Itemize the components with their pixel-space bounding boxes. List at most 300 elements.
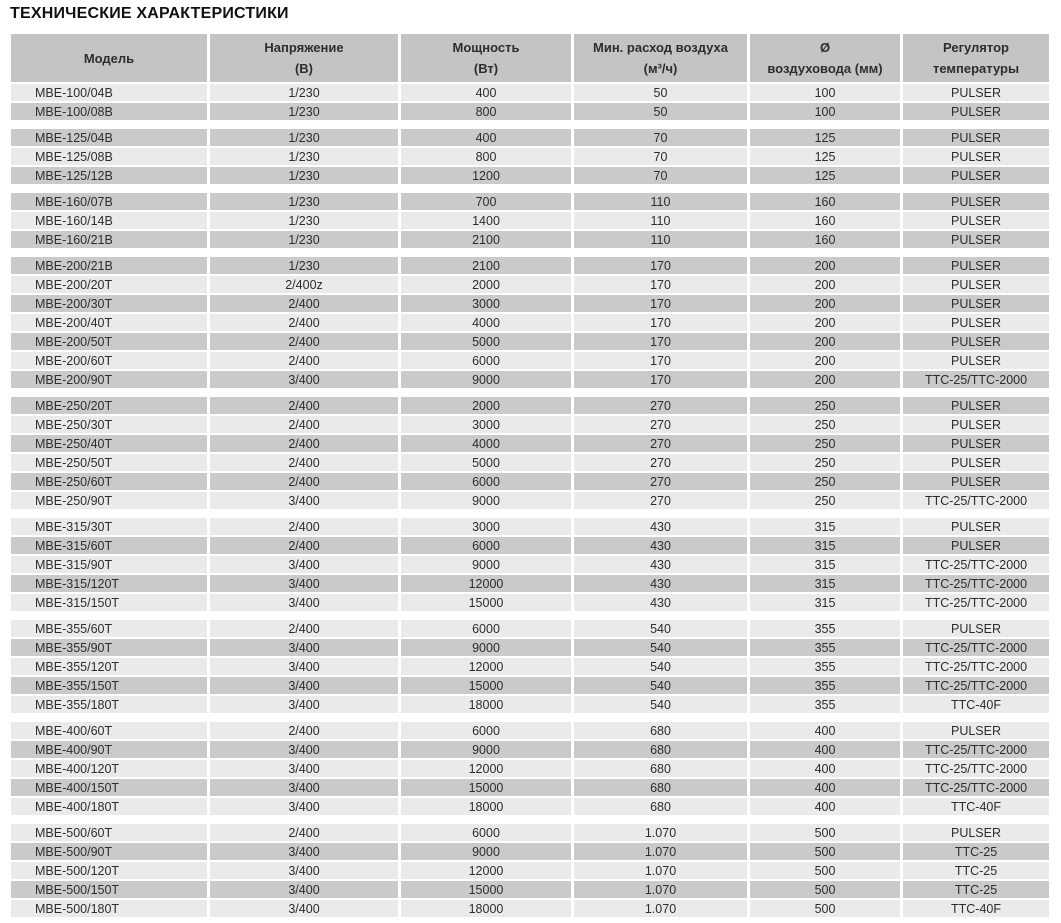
header-row: [11, 34, 1049, 82]
group-separator: [11, 715, 1049, 720]
cell-power: 1400: [401, 212, 571, 229]
column-header-power: [401, 34, 571, 82]
cell-model: MBE-400/90T: [11, 741, 207, 758]
cell-model: MBE-400/150T: [11, 779, 207, 796]
table-row: [11, 843, 1049, 860]
cell-power: 6000: [401, 537, 571, 554]
table-row: [11, 900, 1049, 917]
cell-diameter: 250: [750, 473, 900, 490]
cell-model: MBE-250/20T: [11, 397, 207, 414]
group-separator-cell: [11, 186, 1049, 191]
cell-regulator: TTC-25/TTC-2000: [903, 575, 1049, 592]
cell-voltage: 3/400: [210, 371, 398, 388]
cell-diameter: 200: [750, 276, 900, 293]
cell-regulator: TTC-25/TTC-2000: [903, 371, 1049, 388]
cell-power: 2100: [401, 231, 571, 248]
cell-power: 18000: [401, 696, 571, 713]
cell-diameter: 315: [750, 594, 900, 611]
cell-regulator: PULSER: [903, 824, 1049, 841]
cell-diameter: 200: [750, 352, 900, 369]
table-row: [11, 212, 1049, 229]
cell-diameter: 355: [750, 696, 900, 713]
cell-diameter: 100: [750, 84, 900, 101]
cell-airflow: 270: [574, 397, 747, 414]
cell-voltage: 2/400z: [210, 276, 398, 293]
cell-regulator: PULSER: [903, 148, 1049, 165]
cell-airflow: 70: [574, 167, 747, 184]
cell-voltage: 3/400: [210, 677, 398, 694]
cell-airflow: 430: [574, 556, 747, 573]
cell-voltage: 1/230: [210, 148, 398, 165]
cell-regulator: PULSER: [903, 620, 1049, 637]
column-header-line: Регулятор: [943, 40, 1009, 55]
cell-model: MBE-315/150T: [11, 594, 207, 611]
table-row: [11, 257, 1049, 274]
cell-model: MBE-200/20T: [11, 276, 207, 293]
table-row: [11, 779, 1049, 796]
cell-airflow: 170: [574, 333, 747, 350]
cell-power: 2000: [401, 276, 571, 293]
cell-model: MBE-400/60T: [11, 722, 207, 739]
cell-diameter: 315: [750, 518, 900, 535]
cell-airflow: 680: [574, 779, 747, 796]
cell-diameter: 500: [750, 881, 900, 898]
table-row: [11, 639, 1049, 656]
cell-airflow: 170: [574, 371, 747, 388]
table-row: [11, 575, 1049, 592]
cell-model: MBE-200/40T: [11, 314, 207, 331]
table-row: [11, 397, 1049, 414]
cell-power: 3000: [401, 518, 571, 535]
cell-airflow: 270: [574, 473, 747, 490]
cell-diameter: 160: [750, 193, 900, 210]
group-separator: [11, 511, 1049, 516]
table-row: [11, 193, 1049, 210]
cell-regulator: TTC-25: [903, 881, 1049, 898]
cell-power: 700: [401, 193, 571, 210]
cell-model: MBE-250/90T: [11, 492, 207, 509]
cell-model: MBE-125/12B: [11, 167, 207, 184]
cell-model: MBE-250/40T: [11, 435, 207, 452]
cell-regulator: PULSER: [903, 352, 1049, 369]
cell-diameter: 355: [750, 658, 900, 675]
cell-regulator: PULSER: [903, 537, 1049, 554]
table-row: [11, 276, 1049, 293]
cell-power: 6000: [401, 722, 571, 739]
cell-diameter: 100: [750, 103, 900, 120]
cell-voltage: 3/400: [210, 658, 398, 675]
cell-diameter: 200: [750, 257, 900, 274]
cell-airflow: 170: [574, 352, 747, 369]
column-header-line: Напряжение: [264, 40, 344, 55]
cell-airflow: 110: [574, 193, 747, 210]
cell-airflow: 1.070: [574, 900, 747, 917]
cell-model: MBE-500/60T: [11, 824, 207, 841]
cell-voltage: 2/400: [210, 620, 398, 637]
cell-model: MBE-315/30T: [11, 518, 207, 535]
cell-diameter: 200: [750, 371, 900, 388]
cell-regulator: PULSER: [903, 518, 1049, 535]
column-header-line: температуры: [932, 61, 1020, 76]
cell-airflow: 430: [574, 518, 747, 535]
cell-voltage: 2/400: [210, 454, 398, 471]
cell-regulator: TTC-25/TTC-2000: [903, 677, 1049, 694]
cell-power: 2000: [401, 397, 571, 414]
cell-regulator: TTC-25/TTC-2000: [903, 556, 1049, 573]
column-header-line: Модель: [83, 50, 135, 66]
column-header-line: (Вт): [473, 61, 499, 76]
cell-voltage: 3/400: [210, 575, 398, 592]
cell-regulator: PULSER: [903, 473, 1049, 490]
cell-airflow: 110: [574, 212, 747, 229]
cell-diameter: 500: [750, 843, 900, 860]
cell-voltage: 2/400: [210, 295, 398, 312]
cell-voltage: 3/400: [210, 696, 398, 713]
cell-model: MBE-315/60T: [11, 537, 207, 554]
cell-diameter: 200: [750, 314, 900, 331]
cell-voltage: 3/400: [210, 492, 398, 509]
cell-power: 12000: [401, 760, 571, 777]
cell-model: MBE-200/90T: [11, 371, 207, 388]
cell-power: 9000: [401, 492, 571, 509]
cell-power: 15000: [401, 881, 571, 898]
cell-voltage: 2/400: [210, 473, 398, 490]
cell-model: MBE-250/50T: [11, 454, 207, 471]
cell-model: MBE-355/180T: [11, 696, 207, 713]
table-header: [11, 34, 1049, 82]
cell-voltage: 2/400: [210, 518, 398, 535]
cell-power: 6000: [401, 824, 571, 841]
table-row: [11, 492, 1049, 509]
cell-model: MBE-500/120T: [11, 862, 207, 879]
cell-power: 12000: [401, 862, 571, 879]
table-row: [11, 881, 1049, 898]
cell-voltage: 1/230: [210, 212, 398, 229]
cell-airflow: 170: [574, 276, 747, 293]
cell-regulator: PULSER: [903, 295, 1049, 312]
cell-voltage: 2/400: [210, 416, 398, 433]
cell-voltage: 1/230: [210, 103, 398, 120]
cell-regulator: TTC-25/TTC-2000: [903, 760, 1049, 777]
cell-regulator: TTC-40F: [903, 798, 1049, 815]
cell-regulator: PULSER: [903, 397, 1049, 414]
cell-voltage: 3/400: [210, 843, 398, 860]
group-separator-cell: [11, 122, 1049, 127]
column-header-diameter: [750, 34, 900, 82]
group-separator-cell: [11, 390, 1049, 395]
cell-airflow: 270: [574, 416, 747, 433]
cell-model: MBE-160/21B: [11, 231, 207, 248]
group-separator-cell: [11, 613, 1049, 618]
cell-voltage: 3/400: [210, 779, 398, 796]
cell-voltage: 1/230: [210, 193, 398, 210]
cell-regulator: TTC-25/TTC-2000: [903, 492, 1049, 509]
table-row: [11, 148, 1049, 165]
cell-power: 6000: [401, 620, 571, 637]
cell-diameter: 400: [750, 779, 900, 796]
cell-regulator: PULSER: [903, 333, 1049, 350]
table-row: [11, 314, 1049, 331]
cell-diameter: 160: [750, 212, 900, 229]
cell-voltage: 3/400: [210, 798, 398, 815]
cell-regulator: PULSER: [903, 416, 1049, 433]
cell-airflow: 680: [574, 722, 747, 739]
cell-model: MBE-315/90T: [11, 556, 207, 573]
cell-model: MBE-400/120T: [11, 760, 207, 777]
cell-voltage: 3/400: [210, 760, 398, 777]
cell-voltage: 2/400: [210, 397, 398, 414]
cell-diameter: 125: [750, 129, 900, 146]
cell-voltage: 3/400: [210, 594, 398, 611]
group-separator: [11, 817, 1049, 822]
table-row: [11, 824, 1049, 841]
cell-airflow: 270: [574, 492, 747, 509]
cell-model: MBE-100/08B: [11, 103, 207, 120]
table-row: [11, 295, 1049, 312]
cell-voltage: 1/230: [210, 129, 398, 146]
cell-diameter: 500: [750, 900, 900, 917]
cell-power: 800: [401, 103, 571, 120]
table-row: [11, 620, 1049, 637]
cell-voltage: 2/400: [210, 333, 398, 350]
cell-power: 9000: [401, 639, 571, 656]
cell-diameter: 400: [750, 741, 900, 758]
table-row: [11, 333, 1049, 350]
cell-diameter: 355: [750, 620, 900, 637]
cell-regulator: PULSER: [903, 212, 1049, 229]
cell-airflow: 430: [574, 537, 747, 554]
cell-diameter: 200: [750, 333, 900, 350]
cell-model: MBE-315/120T: [11, 575, 207, 592]
cell-regulator: TTC-40F: [903, 696, 1049, 713]
cell-model: MBE-250/30T: [11, 416, 207, 433]
cell-model: MBE-100/04B: [11, 84, 207, 101]
cell-model: MBE-500/180T: [11, 900, 207, 917]
cell-model: MBE-200/30T: [11, 295, 207, 312]
cell-power: 4000: [401, 314, 571, 331]
cell-airflow: 1.070: [574, 862, 747, 879]
cell-regulator: PULSER: [903, 435, 1049, 452]
cell-voltage: 2/400: [210, 435, 398, 452]
group-separator: [11, 186, 1049, 191]
cell-airflow: 680: [574, 798, 747, 815]
cell-diameter: 160: [750, 231, 900, 248]
cell-voltage: 3/400: [210, 556, 398, 573]
cell-model: MBE-355/120T: [11, 658, 207, 675]
cell-diameter: 315: [750, 556, 900, 573]
cell-regulator: TTC-25/TTC-2000: [903, 658, 1049, 675]
column-header-regulator: [903, 34, 1049, 82]
cell-voltage: 1/230: [210, 84, 398, 101]
cell-model: MBE-400/180T: [11, 798, 207, 815]
cell-power: 6000: [401, 473, 571, 490]
cell-voltage: 3/400: [210, 881, 398, 898]
cell-model: MBE-355/150T: [11, 677, 207, 694]
cell-airflow: 680: [574, 760, 747, 777]
column-header-line: Мин. расход воздуха: [593, 40, 728, 55]
cell-model: MBE-500/150T: [11, 881, 207, 898]
cell-diameter: 400: [750, 798, 900, 815]
table-row: [11, 231, 1049, 248]
column-header-voltage: [210, 34, 398, 82]
specs-table: [8, 32, 1052, 919]
table-row: [11, 435, 1049, 452]
cell-model: MBE-500/90T: [11, 843, 207, 860]
cell-power: 1200: [401, 167, 571, 184]
cell-voltage: 3/400: [210, 862, 398, 879]
cell-airflow: 50: [574, 84, 747, 101]
table-row: [11, 677, 1049, 694]
cell-regulator: TTC-40F: [903, 900, 1049, 917]
cell-voltage: 2/400: [210, 824, 398, 841]
cell-airflow: 1.070: [574, 843, 747, 860]
cell-diameter: 500: [750, 824, 900, 841]
table-row: [11, 741, 1049, 758]
cell-airflow: 540: [574, 620, 747, 637]
group-separator: [11, 250, 1049, 255]
cell-voltage: 1/230: [210, 257, 398, 274]
column-header-line: Ø: [819, 40, 831, 55]
cell-diameter: 250: [750, 435, 900, 452]
cell-diameter: 125: [750, 167, 900, 184]
cell-model: MBE-200/60T: [11, 352, 207, 369]
table-row: [11, 416, 1049, 433]
cell-diameter: 250: [750, 454, 900, 471]
cell-power: 12000: [401, 575, 571, 592]
cell-model: MBE-125/04B: [11, 129, 207, 146]
cell-regulator: PULSER: [903, 193, 1049, 210]
cell-power: 9000: [401, 741, 571, 758]
cell-diameter: 400: [750, 760, 900, 777]
table-row: [11, 103, 1049, 120]
column-header-line: Мощность: [452, 40, 520, 55]
cell-regulator: PULSER: [903, 276, 1049, 293]
table-row: [11, 454, 1049, 471]
table-row: [11, 167, 1049, 184]
table-row: [11, 537, 1049, 554]
table-row: [11, 658, 1049, 675]
cell-power: 12000: [401, 658, 571, 675]
table-row: [11, 862, 1049, 879]
column-header-line: (В): [294, 61, 314, 76]
cell-airflow: 170: [574, 295, 747, 312]
cell-airflow: 430: [574, 575, 747, 592]
page-title: ТЕХНИЧЕСКИЕ ХАРАКТЕРИСТИКИ: [10, 5, 289, 22]
cell-regulator: PULSER: [903, 84, 1049, 101]
group-separator-cell: [11, 250, 1049, 255]
cell-model: MBE-125/08B: [11, 148, 207, 165]
cell-regulator: PULSER: [903, 231, 1049, 248]
group-separator: [11, 122, 1049, 127]
cell-voltage: 1/230: [210, 231, 398, 248]
group-separator-cell: [11, 715, 1049, 720]
group-separator-cell: [11, 817, 1049, 822]
cell-diameter: 250: [750, 416, 900, 433]
cell-regulator: TTC-25: [903, 843, 1049, 860]
cell-regulator: PULSER: [903, 103, 1049, 120]
cell-power: 9000: [401, 556, 571, 573]
cell-airflow: 170: [574, 257, 747, 274]
column-header-line: воздуховода (мм): [767, 61, 883, 76]
cell-model: MBE-200/21B: [11, 257, 207, 274]
cell-voltage: 1/230: [210, 167, 398, 184]
column-header-airflow: [574, 34, 747, 82]
cell-power: 400: [401, 129, 571, 146]
table-body: [11, 84, 1049, 917]
cell-regulator: TTC-25/TTC-2000: [903, 741, 1049, 758]
cell-power: 4000: [401, 435, 571, 452]
cell-power: 15000: [401, 677, 571, 694]
cell-regulator: TTC-25/TTC-2000: [903, 594, 1049, 611]
cell-power: 3000: [401, 295, 571, 312]
cell-airflow: 270: [574, 435, 747, 452]
cell-diameter: 125: [750, 148, 900, 165]
cell-model: MBE-355/90T: [11, 639, 207, 656]
cell-regulator: TTC-25: [903, 862, 1049, 879]
table-row: [11, 594, 1049, 611]
table-row: [11, 84, 1049, 101]
cell-regulator: PULSER: [903, 129, 1049, 146]
cell-power: 5000: [401, 454, 571, 471]
cell-airflow: 540: [574, 639, 747, 656]
cell-voltage: 2/400: [210, 537, 398, 554]
cell-voltage: 3/400: [210, 741, 398, 758]
cell-power: 3000: [401, 416, 571, 433]
cell-airflow: 1.070: [574, 881, 747, 898]
table-row: [11, 518, 1049, 535]
cell-diameter: 355: [750, 639, 900, 656]
cell-power: 800: [401, 148, 571, 165]
cell-voltage: 3/400: [210, 900, 398, 917]
cell-diameter: 250: [750, 397, 900, 414]
cell-regulator: PULSER: [903, 454, 1049, 471]
cell-diameter: 200: [750, 295, 900, 312]
table-row: [11, 473, 1049, 490]
table-row: [11, 696, 1049, 713]
cell-power: 6000: [401, 352, 571, 369]
table-row: [11, 556, 1049, 573]
cell-model: MBE-250/60T: [11, 473, 207, 490]
table-row: [11, 798, 1049, 815]
cell-airflow: 540: [574, 696, 747, 713]
cell-airflow: 540: [574, 677, 747, 694]
cell-model: MBE-160/14B: [11, 212, 207, 229]
group-separator: [11, 390, 1049, 395]
cell-voltage: 2/400: [210, 722, 398, 739]
cell-regulator: TTC-25/TTC-2000: [903, 639, 1049, 656]
cell-power: 18000: [401, 798, 571, 815]
table-row: [11, 129, 1049, 146]
column-header-line: (м³/ч): [643, 61, 678, 76]
cell-airflow: 430: [574, 594, 747, 611]
cell-airflow: 70: [574, 129, 747, 146]
table-row: [11, 760, 1049, 777]
column-header-model: [11, 34, 207, 82]
cell-regulator: PULSER: [903, 722, 1049, 739]
cell-diameter: 315: [750, 537, 900, 554]
cell-diameter: 250: [750, 492, 900, 509]
cell-power: 9000: [401, 843, 571, 860]
cell-airflow: 50: [574, 103, 747, 120]
cell-power: 2100: [401, 257, 571, 274]
cell-airflow: 270: [574, 454, 747, 471]
cell-airflow: 70: [574, 148, 747, 165]
cell-airflow: 540: [574, 658, 747, 675]
cell-power: 15000: [401, 594, 571, 611]
cell-regulator: TTC-25/TTC-2000: [903, 779, 1049, 796]
cell-power: 18000: [401, 900, 571, 917]
cell-voltage: 2/400: [210, 314, 398, 331]
